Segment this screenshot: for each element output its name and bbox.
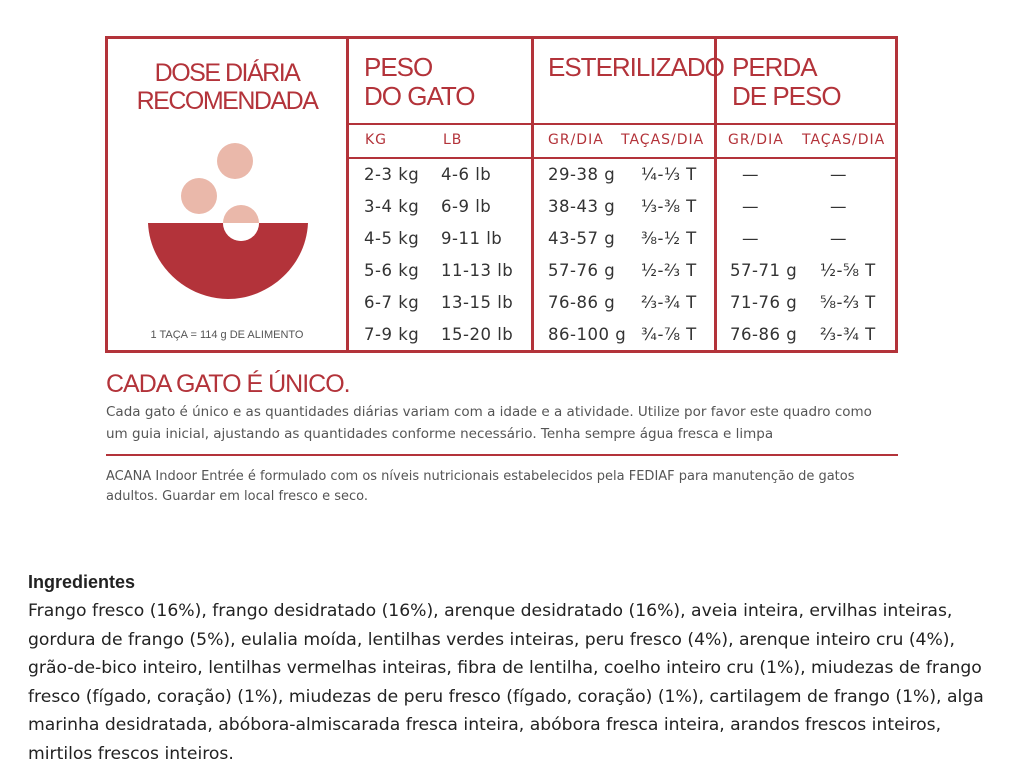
cell-kg: 7-9 kg [364,325,420,344]
cell-kg: 2-3 kg [364,165,420,184]
cell-sterilized-g: 29-38 g [548,165,616,184]
cell-kg: 4-5 kg [364,229,420,248]
cell-sterilized-cups: ½-⅔ T [641,261,697,280]
cell-sterilized-g: 76-86 g [548,293,616,312]
ingredients-text: Frango fresco (16%), frango desidratado (16%), arenque desidratado (16%), aveia inteira, ervilhas inteiras, gordura de frango (5%), eulalia moída, lentilhas verdes inteiras, peru fresco (4%), arenque inteiro cru (4%), grão-de-bico inteiro, lentilhas vermelhas inteiras, fibra de lentilha, coelho inteiro cru (1%), miudezas de frango fresco (fígado, coração) (1%), miudezas de peru fresco (fígado, coração) (1%), cartilagem de frango (1%), alga marinha desidratada, abóbora-almiscarada fresca inteira, abóbora fresca inteira, arandos frescos inteiros, mirtilos frescos inteiros. [28,601,984,764]
cell-loss-cups: ⅔-¾ T [820,325,876,344]
cell-loss-g: 76-86 g [730,325,798,344]
cell-lb: 15-20 lb [441,325,514,344]
ingredients-heading: Ingredientes [28,572,136,592]
divider [106,454,898,456]
dose-title [108,59,346,115]
cell-loss-g: — [742,197,759,216]
subheader-divider [346,157,895,159]
cell-sterilized-cups: ⅓-⅜ T [641,197,697,216]
cell-lb: 9-11 lb [441,229,503,248]
cell-kg: 5-6 kg [364,261,420,280]
cell-loss-cups: — [830,197,847,216]
cell-loss-cups: — [830,229,847,248]
cell-sterilized-cups: ⅜-½ T [641,229,697,248]
cell-loss-g: 57-71 g [730,261,798,280]
lb-subheader: LB [443,132,463,148]
column-divider [531,39,534,350]
sterilized-cups-subheader: TAÇAS/DIA [621,132,705,148]
cell-loss-cups: ½-⅝ T [820,261,876,280]
cell-sterilized-g: 86-100 g [548,325,627,344]
dose-title-line2: RECOMENDADA [136,87,318,115]
formulation-note: ACANA Indoor Entrée é formulado com os níveis nutricionais estabelecidos pela FEDIAF para manutenção de gatos adultos. Guardar em local fresco e seco. [106,469,855,504]
cell-sterilized-g: 43-57 g [548,229,616,248]
cell-lb: 4-6 lb [441,165,492,184]
cell-loss-g: 71-76 g [730,293,798,312]
kibble-ball [217,143,253,179]
cell-loss-g: — [742,229,759,248]
cell-loss-cups: — [830,165,847,184]
cell-loss-cups: ⅝-⅔ T [820,293,876,312]
column-divider [714,39,717,350]
unique-text: Cada gato é único e as quantidades diárias variam com a idade e a atividade. Utilize por favor este quadro como um guia inicial, ajustando as quantidades conforme necessário. Tenha sempre água fresca e limpa [106,404,872,442]
unique-title: CADA GATO É ÚNICO. [106,370,350,398]
weight-loss-header-line2: DE PESO [732,81,841,111]
loss-cups-subheader: TAÇAS/DIA [802,132,886,148]
kibble-ball [181,178,217,214]
loss-gr-subheader: GR/DIA [728,132,784,148]
cell-sterilized-g: 57-76 g [548,261,616,280]
weight-header-line1: PESO [364,52,433,82]
feeding-table [105,36,898,353]
cell-loss-g: — [742,165,759,184]
cell-sterilized-g: 38-43 g [548,197,616,216]
weight-loss-header [732,53,841,111]
dose-title-line1: DOSE DIÁRIA [154,59,300,87]
sterilized-header: ESTERILIZADO [548,52,724,82]
kg-subheader: KG [365,132,388,148]
cell-sterilized-cups: ⅔-¾ T [641,293,697,312]
cell-lb: 13-15 lb [441,293,514,312]
cell-lb: 6-9 lb [441,197,492,216]
header-divider [346,123,895,125]
cup-note: 1 TAÇA = 114 g DE ALIMENTO [150,329,304,341]
weight-header [364,53,475,111]
sterilized-gr-subheader: GR/DIA [548,132,604,148]
weight-loss-header-line1: PERDA [732,52,817,82]
cell-kg: 3-4 kg [364,197,420,216]
column-divider [346,39,349,350]
bowl-illustration [138,139,318,304]
weight-header-line2: DO GATO [364,81,475,111]
cell-sterilized-cups: ¼-⅓ T [641,165,697,184]
cell-lb: 11-13 lb [441,261,514,280]
cell-sterilized-cups: ¾-⅞ T [641,325,697,344]
cell-kg: 6-7 kg [364,293,420,312]
